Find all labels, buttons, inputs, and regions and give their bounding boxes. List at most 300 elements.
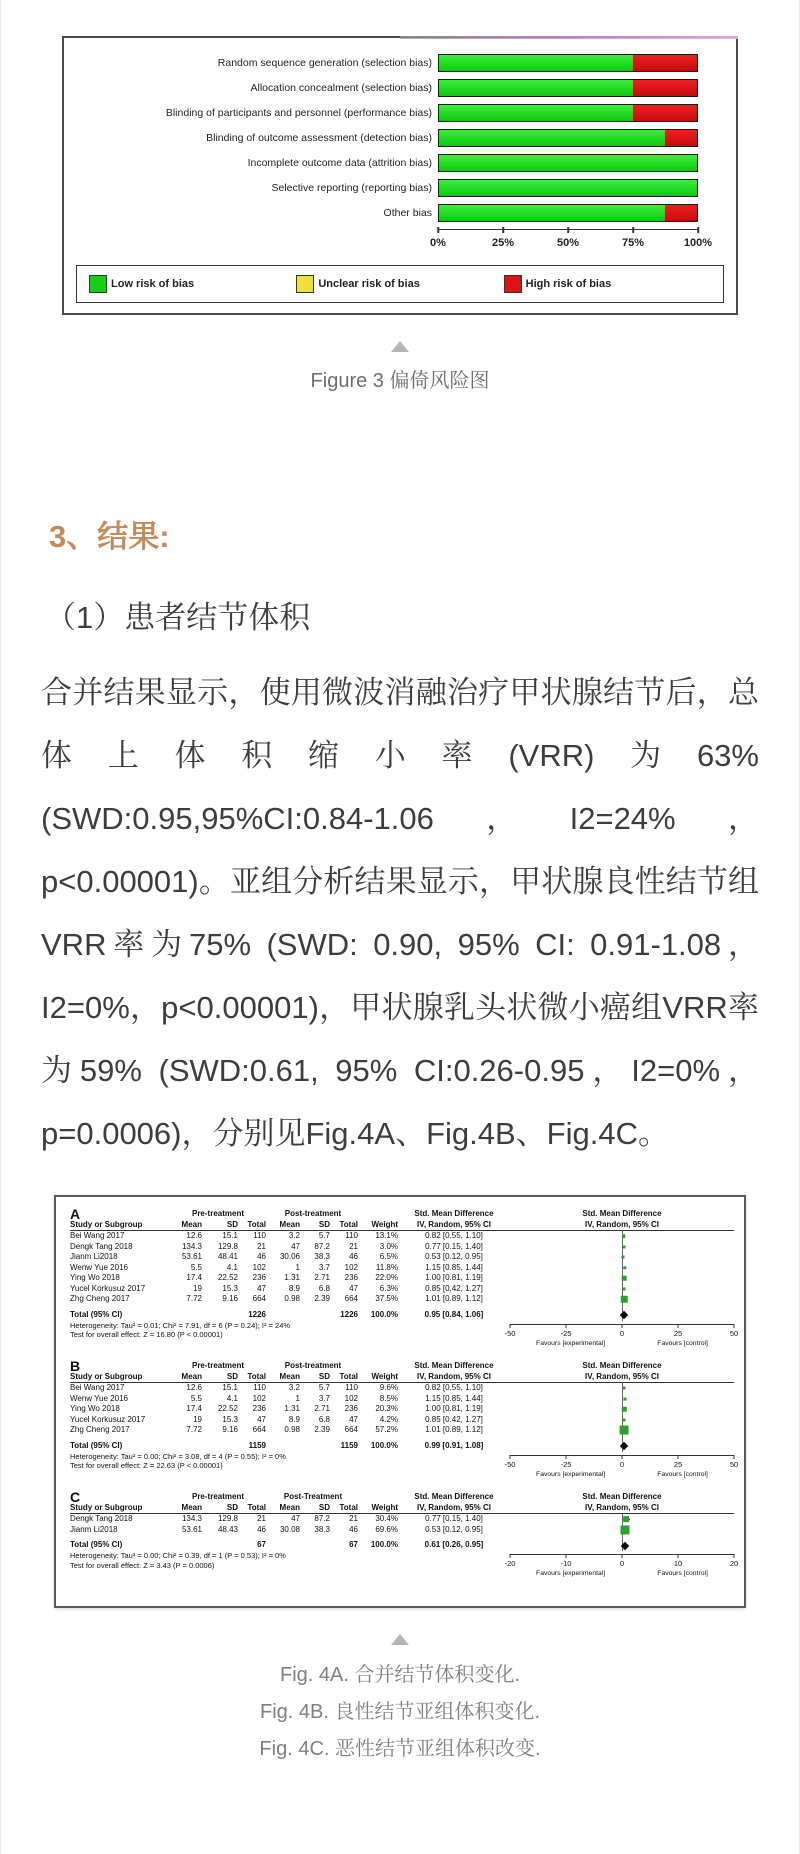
effect-square: [623, 1516, 629, 1522]
group-header-cell: Std. Mean Difference: [414, 1492, 494, 1501]
forest-axis-label: -25: [560, 1328, 572, 1338]
forest-axis-tick: [566, 1455, 567, 1459]
cell: 46: [257, 1524, 266, 1534]
bias-bar: [438, 129, 698, 147]
bias-legend: [76, 265, 724, 303]
column-header-left: [70, 1503, 510, 1515]
cell: 3.2: [288, 1383, 300, 1392]
forest-axis-tick: [622, 1324, 623, 1328]
cell: 21: [257, 1241, 266, 1251]
forest-axis-label: -50: [504, 1328, 516, 1338]
cell: 37.5%: [375, 1294, 398, 1303]
bias-bar: [438, 154, 698, 172]
cell: Dengk Tang 2018: [70, 1514, 133, 1523]
cell: 1159: [248, 1440, 266, 1450]
bias-bar: [438, 54, 698, 72]
right-ci-header: IV, Random, 95% CI: [585, 1219, 659, 1229]
favours-experimental-label: Favours [experimental]: [536, 1570, 606, 1577]
bias-segment-low: [439, 205, 665, 221]
cell: 3.0%: [379, 1241, 398, 1251]
group-header-plot: [510, 1209, 734, 1220]
study-row: [70, 1383, 734, 1394]
cell: 87.2: [314, 1241, 330, 1251]
effect-square: [620, 1426, 629, 1435]
study-row-left: [70, 1242, 510, 1253]
cell: Total (95% CI): [70, 1540, 123, 1550]
total-row-plot: [510, 1441, 734, 1452]
cell: 2.71: [314, 1273, 330, 1282]
cell: 100.0%: [370, 1309, 398, 1319]
forest-axis-tick: [734, 1554, 735, 1558]
footer-plot: [504, 1321, 739, 1350]
cell: Zhg Cheng 2017: [70, 1294, 130, 1303]
cell: 30.06: [279, 1252, 300, 1261]
cell: 2.39: [314, 1425, 330, 1434]
cell: 1: [295, 1393, 300, 1403]
cell: 13.1%: [375, 1231, 398, 1240]
study-row: [70, 1263, 734, 1274]
favours-control-label: Favours [control]: [657, 1570, 708, 1577]
cell: 5.7: [318, 1231, 330, 1240]
panel-label: B: [70, 1358, 81, 1374]
cell: Total: [339, 1371, 358, 1381]
footer-plot: [504, 1452, 739, 1481]
axis-tick-label: 50%: [556, 237, 580, 249]
cell: 6.8: [318, 1414, 330, 1424]
forest-axis-label: -25: [560, 1459, 572, 1469]
cell: 19: [193, 1283, 202, 1293]
cell: 22.52: [217, 1273, 238, 1282]
bias-row: [64, 125, 736, 150]
cell: 0.85 [0.42, 1.27]: [425, 1283, 483, 1293]
study-row-left: [70, 1383, 510, 1394]
cell: Mean: [279, 1219, 300, 1229]
cell: 47: [349, 1414, 358, 1424]
footer-left: [70, 1452, 510, 1481]
bias-segment-low: [439, 155, 697, 171]
right-smd-header: Std. Mean Difference: [582, 1209, 662, 1218]
favours-control-label: Favours [control]: [657, 1470, 708, 1478]
study-row-plot: [510, 1525, 734, 1536]
forest-axis-tick: [678, 1455, 679, 1459]
cell: Dengk Tang 2018: [70, 1241, 133, 1251]
cell: Mean: [279, 1502, 300, 1512]
bias-segment-high: [633, 55, 698, 71]
cell: 236: [252, 1404, 266, 1413]
cell: 110: [345, 1231, 358, 1240]
cell: 1.00 [0.81, 1.19]: [425, 1273, 483, 1282]
cell: Total: [247, 1502, 266, 1512]
cell: 102: [344, 1393, 358, 1403]
cell: 15.3: [222, 1283, 238, 1293]
bias-x-axis: [430, 229, 713, 259]
study-row-plot: [510, 1273, 734, 1284]
forest-axis-tick: [622, 1554, 623, 1558]
effect-square: [621, 1296, 628, 1303]
cell: 20.3%: [375, 1404, 398, 1413]
cell: 15.1: [222, 1231, 238, 1240]
bias-bar: [438, 179, 698, 197]
cell: 1.01 [0.89, 1.12]: [425, 1294, 483, 1303]
axis-tick-label: 0%: [430, 237, 446, 249]
collapse-triangle-icon[interactable]: [391, 1634, 409, 1645]
cell: 6.8: [318, 1283, 330, 1293]
bias-bar: [438, 79, 698, 97]
cell: Wenw Yue 2016: [70, 1393, 128, 1403]
bias-axis-area: [64, 229, 736, 259]
effect-square: [622, 1245, 625, 1248]
cell: Mean: [181, 1219, 202, 1229]
cell: 30.08: [279, 1524, 300, 1534]
forest-column-header-row: [70, 1503, 734, 1515]
axis-tick: [567, 227, 569, 233]
cell: 1: [295, 1262, 300, 1272]
cell: 12.6: [186, 1231, 202, 1240]
cell: 0.82 [0.55, 1.10]: [425, 1383, 483, 1392]
group-header-cell: Std. Mean Difference: [414, 1209, 494, 1218]
cell: 5.5: [190, 1262, 202, 1272]
total-row: [70, 1441, 734, 1452]
cell: 1.00 [0.81, 1.19]: [425, 1404, 483, 1413]
cell: Bei Wang 2017: [70, 1383, 125, 1392]
bias-segment-high: [633, 80, 698, 96]
study-row-left: [70, 1514, 510, 1525]
study-row-plot: [510, 1383, 734, 1394]
cell: 38.3: [314, 1252, 330, 1261]
cell: 236: [344, 1273, 358, 1282]
cell: 110: [345, 1383, 358, 1392]
column-header-plot: [510, 1503, 734, 1515]
cell: 0.77 [0.15, 1.40]: [425, 1514, 483, 1523]
cell: Total: [247, 1371, 266, 1381]
bias-category-label: Blinding of outcome assessment (detection bias): [206, 131, 432, 144]
cell: Mean: [181, 1371, 202, 1381]
axis-spacer: [64, 229, 438, 259]
cell: SD: [226, 1502, 238, 1512]
cell: IV, Random, 95% CI: [417, 1219, 491, 1229]
cell: 7.72: [186, 1294, 202, 1303]
cell: Yucel Korkusuz 2017: [70, 1414, 146, 1424]
effect-square: [622, 1276, 627, 1281]
axis-tick: [437, 227, 439, 233]
total-row-left: [70, 1310, 510, 1321]
cell: 15.3: [222, 1414, 238, 1424]
cell: 6.5%: [379, 1252, 398, 1261]
group-header-cell: Post-treatment: [284, 1361, 342, 1370]
footer-row: [70, 1320, 739, 1350]
cell: 2.71: [314, 1404, 330, 1413]
cell: 67: [349, 1540, 358, 1550]
cell: Weight: [371, 1219, 398, 1229]
cell: 21: [349, 1514, 358, 1523]
cell: 100.0%: [370, 1440, 398, 1450]
cell: 4.1: [226, 1262, 238, 1272]
cell: Bei Wang 2017: [70, 1231, 125, 1240]
cell: Mean: [279, 1371, 300, 1381]
overall-effect-text: Test for overall effect: Z = 22.63 (P < 0.00001): [70, 1461, 223, 1470]
effect-square: [620, 1525, 629, 1534]
cell: 8.9: [288, 1283, 300, 1293]
cell: SD: [318, 1219, 330, 1229]
cell: 4.1: [226, 1393, 238, 1403]
total-row-left: [70, 1441, 510, 1452]
panel-label: A: [70, 1206, 81, 1222]
overall-effect-text: Test for overall effect: Z = 3.43 (P = 0.0006): [70, 1560, 215, 1570]
collapse-triangle-icon[interactable]: [391, 341, 409, 352]
cell: Total: [339, 1219, 358, 1229]
figure4b-caption: Fig. 4B. 良性结节亚组体积变化.: [259, 1700, 541, 1723]
cell: Wenw Yue 2016: [70, 1262, 128, 1272]
group-header-left: [70, 1206, 510, 1222]
cell: 110: [253, 1383, 266, 1392]
heterogeneity-text: Heterogeneity: Tau² = 0.00; Chi² = 0.39, df = 1 (P = 0.53); I² = 0%: [70, 1551, 286, 1560]
cell: Total (95% CI): [70, 1309, 123, 1319]
cell: Total: [247, 1219, 266, 1229]
favours-labels: [510, 1470, 734, 1481]
forest-axis-label: 50: [729, 1328, 739, 1338]
cell: 19: [193, 1414, 202, 1424]
forest-axis-label: 50: [729, 1459, 739, 1469]
bias-segment-low: [439, 105, 633, 121]
footer-row: [70, 1451, 739, 1481]
cell: 47: [257, 1283, 266, 1293]
axis-tick-label: 100%: [683, 237, 713, 249]
cell: 102: [252, 1262, 266, 1272]
cell: Total (95% CI): [70, 1440, 123, 1450]
cell: Weight: [371, 1371, 398, 1381]
cell: 1.31: [284, 1273, 300, 1282]
figure4a-caption: Fig. 4A. 合并结节体积变化.: [279, 1663, 521, 1686]
group-header-cell: Pre-treatment: [191, 1361, 244, 1370]
effect-square: [622, 1256, 625, 1259]
study-row-left: [70, 1425, 510, 1436]
right-smd-header: Std. Mean Difference: [582, 1361, 662, 1370]
forest-column-header-row: [70, 1372, 734, 1384]
forest-axis-label: -10: [560, 1559, 572, 1568]
effect-square: [622, 1234, 626, 1238]
cell: 87.2: [314, 1514, 330, 1523]
forest-axis-tick: [510, 1455, 511, 1459]
cell: Study or Subgroup: [70, 1219, 143, 1229]
bias-row: [64, 175, 736, 200]
overall-effect-text: Test for overall effect: Z = 16.80 (P < 0.00001): [70, 1330, 223, 1339]
forest-group-header-row: [70, 1206, 734, 1222]
cell: 2.39: [314, 1294, 330, 1303]
cell: 3.2: [288, 1231, 300, 1240]
axis-tick: [632, 227, 634, 233]
forest-axis-label: -20: [504, 1559, 516, 1568]
bias-bar: [438, 104, 698, 122]
bias-segment-low: [439, 180, 697, 196]
study-row: [70, 1404, 734, 1415]
bias-segment-low: [439, 80, 633, 96]
cell: Ying Wo 2018: [70, 1404, 120, 1413]
cell: 3.7: [318, 1262, 330, 1272]
cell: 134.3: [181, 1241, 202, 1251]
cell: Mean: [181, 1502, 202, 1512]
cell: 7.72: [186, 1425, 202, 1434]
study-row: [70, 1284, 734, 1295]
study-row-plot: [510, 1231, 734, 1242]
cell: 57.2%: [375, 1425, 398, 1434]
study-row-plot: [510, 1404, 734, 1415]
total-row: [70, 1310, 734, 1321]
cell: 22.0%: [375, 1273, 398, 1282]
low-risk-swatch: [89, 275, 107, 293]
bias-category-label: Random sequence generation (selection bias): [217, 56, 432, 69]
study-row-plot: [510, 1263, 734, 1274]
cell: 21: [349, 1241, 358, 1251]
high-risk-swatch: [504, 275, 522, 293]
group-header-cell: Post-Treatment: [283, 1492, 343, 1501]
study-row-left: [70, 1404, 510, 1415]
bias-category-label: Blinding of participants and personnel (performance bias): [165, 106, 432, 119]
study-row: [70, 1252, 734, 1263]
right-ci-header: IV, Random, 95% CI: [585, 1502, 659, 1512]
right-ci-header: IV, Random, 95% CI: [585, 1371, 659, 1381]
study-row: [70, 1415, 734, 1426]
study-row-plot: [510, 1394, 734, 1405]
cell: 110: [253, 1231, 266, 1240]
cell: 236: [344, 1404, 358, 1413]
cell: Yucel Korkusuz 2017: [70, 1283, 146, 1293]
study-row-plot: [510, 1242, 734, 1253]
study-row-left: [70, 1294, 510, 1305]
effect-square: [623, 1397, 626, 1400]
cell: 3.7: [318, 1393, 330, 1403]
cell: 11.8%: [375, 1262, 398, 1272]
bias-category-label: Allocation concealment (selection bias): [250, 81, 432, 94]
cell: 5.5: [190, 1393, 202, 1403]
bias-row: [64, 150, 736, 175]
cell: Study or Subgroup: [70, 1502, 143, 1512]
study-row: [70, 1525, 734, 1536]
cell: 22.52: [217, 1404, 238, 1413]
footer-left: [70, 1321, 510, 1350]
legend-item: [296, 275, 503, 293]
forest-axis-tick: [678, 1554, 679, 1558]
study-row: [70, 1514, 734, 1525]
cell: 47: [291, 1241, 300, 1251]
cell: 17.4: [186, 1404, 202, 1413]
cell: 1.15 [0.85, 1.44]: [425, 1262, 483, 1272]
cell: 0.85 [0.42, 1.27]: [425, 1414, 483, 1424]
bias-category-label: Selective reporting (reporting bias): [271, 181, 432, 194]
study-row: [70, 1231, 734, 1242]
favours-control-label: Favours [control]: [657, 1339, 708, 1347]
cell: SD: [318, 1371, 330, 1381]
cell: 53.61: [181, 1524, 202, 1534]
cell: 15.1: [222, 1383, 238, 1392]
legend-label: Unclear risk of bias: [318, 278, 420, 290]
favours-labels: [510, 1339, 734, 1350]
cell: 21: [257, 1514, 266, 1523]
cell: 48.43: [217, 1524, 238, 1534]
forest-axis: [504, 1554, 739, 1569]
total-row-left: [70, 1540, 510, 1551]
study-row-plot: [510, 1514, 734, 1525]
legend-item: [504, 275, 711, 293]
group-header-left: [70, 1358, 510, 1374]
bias-bar: [438, 204, 698, 222]
cell: 53.61: [181, 1252, 202, 1261]
cell: 129.8: [217, 1241, 238, 1251]
cell: 0.53 [0.12, 0.95]: [425, 1524, 483, 1534]
forest-axis-label: 20: [729, 1559, 739, 1568]
total-diamond: [620, 1442, 628, 1450]
cell: 69.6%: [375, 1524, 398, 1534]
effect-square: [622, 1387, 625, 1390]
forest-axis-label: 10: [673, 1559, 683, 1568]
cell: 0.99 [0.91, 1.08]: [424, 1440, 484, 1450]
favours-labels: [510, 1569, 734, 1580]
figure4c-caption: Fig. 4C. 恶性结节亚组体积改变.: [259, 1737, 541, 1760]
forest-axis-label: 0: [619, 1459, 625, 1469]
cell: 102: [344, 1262, 358, 1272]
forest-column-header-row: [70, 1220, 734, 1232]
forest-axis-tick: [566, 1554, 567, 1558]
study-row-plot: [510, 1415, 734, 1426]
forest-axis-tick: [566, 1324, 567, 1328]
cell: SD: [318, 1502, 330, 1512]
study-row-left: [70, 1273, 510, 1284]
cell: 46: [349, 1252, 358, 1261]
cell: 4.2%: [379, 1414, 398, 1424]
axis-tick: [502, 227, 504, 233]
footer-left: [70, 1551, 510, 1580]
cell: 9.6%: [379, 1383, 398, 1392]
cell: 0.98: [284, 1294, 300, 1303]
forest-axis-label: 0: [619, 1328, 625, 1338]
group-header-left: [70, 1489, 510, 1505]
cell: 47: [349, 1283, 358, 1293]
forest-group-header-row: [70, 1358, 734, 1374]
study-row-left: [70, 1231, 510, 1242]
forest-axis-label: 25: [673, 1328, 683, 1338]
axis-tick: [697, 227, 699, 233]
column-header-plot: [510, 1372, 734, 1384]
cell: 9.16: [222, 1425, 238, 1434]
cell: 236: [252, 1273, 266, 1282]
bias-row: [64, 100, 736, 125]
results-paragraph: 合并结果显示，使用微波消融治疗甲状腺结节后，总体上体积缩小率(VRR)为63%(SWD:0.95,95%CI:0.84-1.06，I2=24%，p<0.00001)。亚组分析结果显示，甲状腺良性结节组VRR率为75% (SWD: 0.90, 95% CI: 0.91-1.08，I2=0%，p<0.00001)，甲状腺乳头状微小癌组VRR率为59% (SWD:0.61, 95% CI:0.26-0.95，I2=0%，p=0.0006)，分别见Fig.4A、Fig.4B、Fig.4C。: [41, 675, 759, 1151]
bias-row: [64, 200, 736, 225]
cell: 17.4: [186, 1273, 202, 1282]
forest-axis: [504, 1324, 739, 1339]
favours-experimental-label: Favours [experimental]: [536, 1339, 606, 1347]
legend-label: Low risk of bias: [111, 278, 195, 290]
effect-square: [623, 1266, 626, 1269]
forest-panel-B: [70, 1358, 739, 1480]
cell: 1.31: [284, 1404, 300, 1413]
figure3-risk-of-bias-chart: [62, 36, 738, 315]
effect-square: [622, 1287, 625, 1290]
cell: Jianm Li2018: [70, 1524, 118, 1534]
panel-label: C: [70, 1489, 81, 1505]
forest-axis-label: 25: [673, 1459, 683, 1469]
cell: 664: [252, 1294, 266, 1303]
bias-row: [64, 75, 736, 100]
cell: 46: [349, 1524, 358, 1534]
forest-axis-tick: [734, 1455, 735, 1459]
cell: 0.82 [0.55, 1.10]: [425, 1231, 483, 1240]
group-header-cell: Pre-treatment: [191, 1492, 244, 1501]
cell: 0.53 [0.12, 0.95]: [425, 1252, 483, 1261]
bias-chart-rows: [64, 50, 736, 225]
legend-item: [89, 275, 296, 293]
cell: Total: [339, 1502, 358, 1512]
forest-axis-tick: [622, 1455, 623, 1459]
